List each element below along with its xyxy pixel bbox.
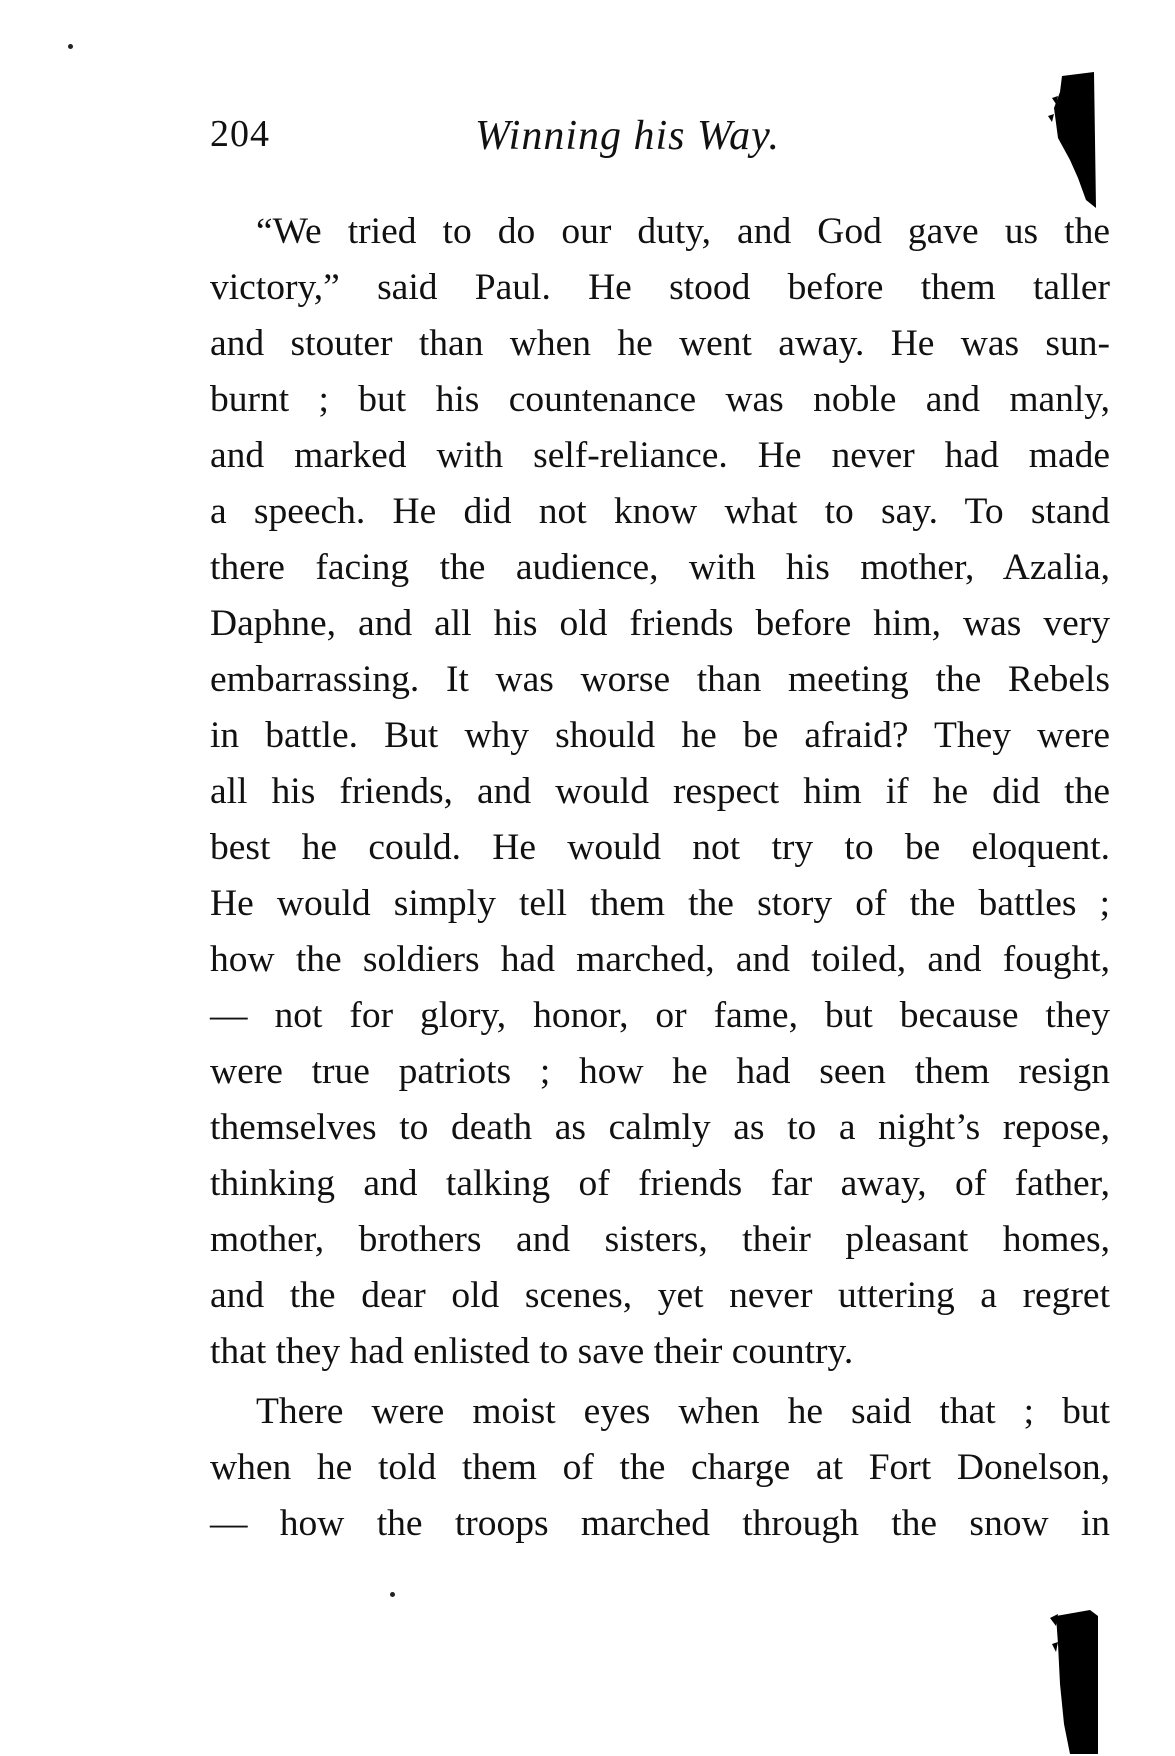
page-body: [210, 204, 1110, 1552]
text-line: and stouter than when he went away. He was sun-: [210, 323, 1110, 364]
text-line: He would simply tell them the story of the battles ;: [210, 883, 1110, 924]
text-line: there facing the audience, with his mother, Azalia,: [210, 547, 1110, 588]
text-line: victory,” said Paul. He stood before them taller: [210, 267, 1110, 308]
text-line: There were moist eyes when he said that ; but: [256, 1391, 1110, 1432]
text-line: mother, brothers and sisters, their pleasant homes,: [210, 1219, 1110, 1260]
text-line: — not for glory, honor, or fame, but because they: [210, 995, 1110, 1036]
text-line: and the dear old scenes, yet never uttering a regret: [210, 1275, 1110, 1316]
text-line: how the soldiers had marched, and toiled, and fought,: [210, 939, 1110, 980]
text-line: that they had enlisted to save their country.: [210, 1331, 854, 1372]
scan-speck: [68, 44, 73, 49]
text-line: in battle. But why should he be afraid? They were: [210, 715, 1110, 756]
text-line: when he told them of the charge at Fort Donelson,: [210, 1447, 1110, 1488]
scan-edge-mark-bottom: [1050, 1604, 1100, 1754]
text-line: “We tried to do our duty, and God gave us the: [256, 211, 1110, 252]
paragraph: [210, 1384, 1110, 1552]
text-line: burnt ; but his countenance was noble and manly,: [210, 379, 1110, 420]
scan-edge-mark-top: [1048, 68, 1098, 218]
text-line: themselves to death as calmly as to a night’s repose,: [210, 1107, 1110, 1148]
text-line: and marked with self-reliance. He never had made: [210, 435, 1110, 476]
scan-speck: [390, 1592, 395, 1597]
page-number: 204: [210, 113, 270, 155]
text-line: all his friends, and would respect him if he did the: [210, 771, 1110, 812]
text-line: thinking and talking of friends far away, of father,: [210, 1163, 1110, 1204]
text-line: — how the troops marched through the snow in: [210, 1503, 1110, 1544]
running-title: Winning his Way.: [475, 113, 780, 159]
paragraph: [210, 204, 1110, 1380]
text-line: best he could. He would not try to be eloquent.: [210, 827, 1110, 868]
text-line: a speech. He did not know what to say. To stand: [210, 491, 1110, 532]
text-line: were true patriots ; how he had seen them resign: [210, 1051, 1110, 1092]
page-header: [210, 112, 1110, 172]
text-line: embarrassing. It was worse than meeting the Rebels: [210, 659, 1110, 700]
text-line: Daphne, and all his old friends before him, was very: [210, 603, 1110, 644]
